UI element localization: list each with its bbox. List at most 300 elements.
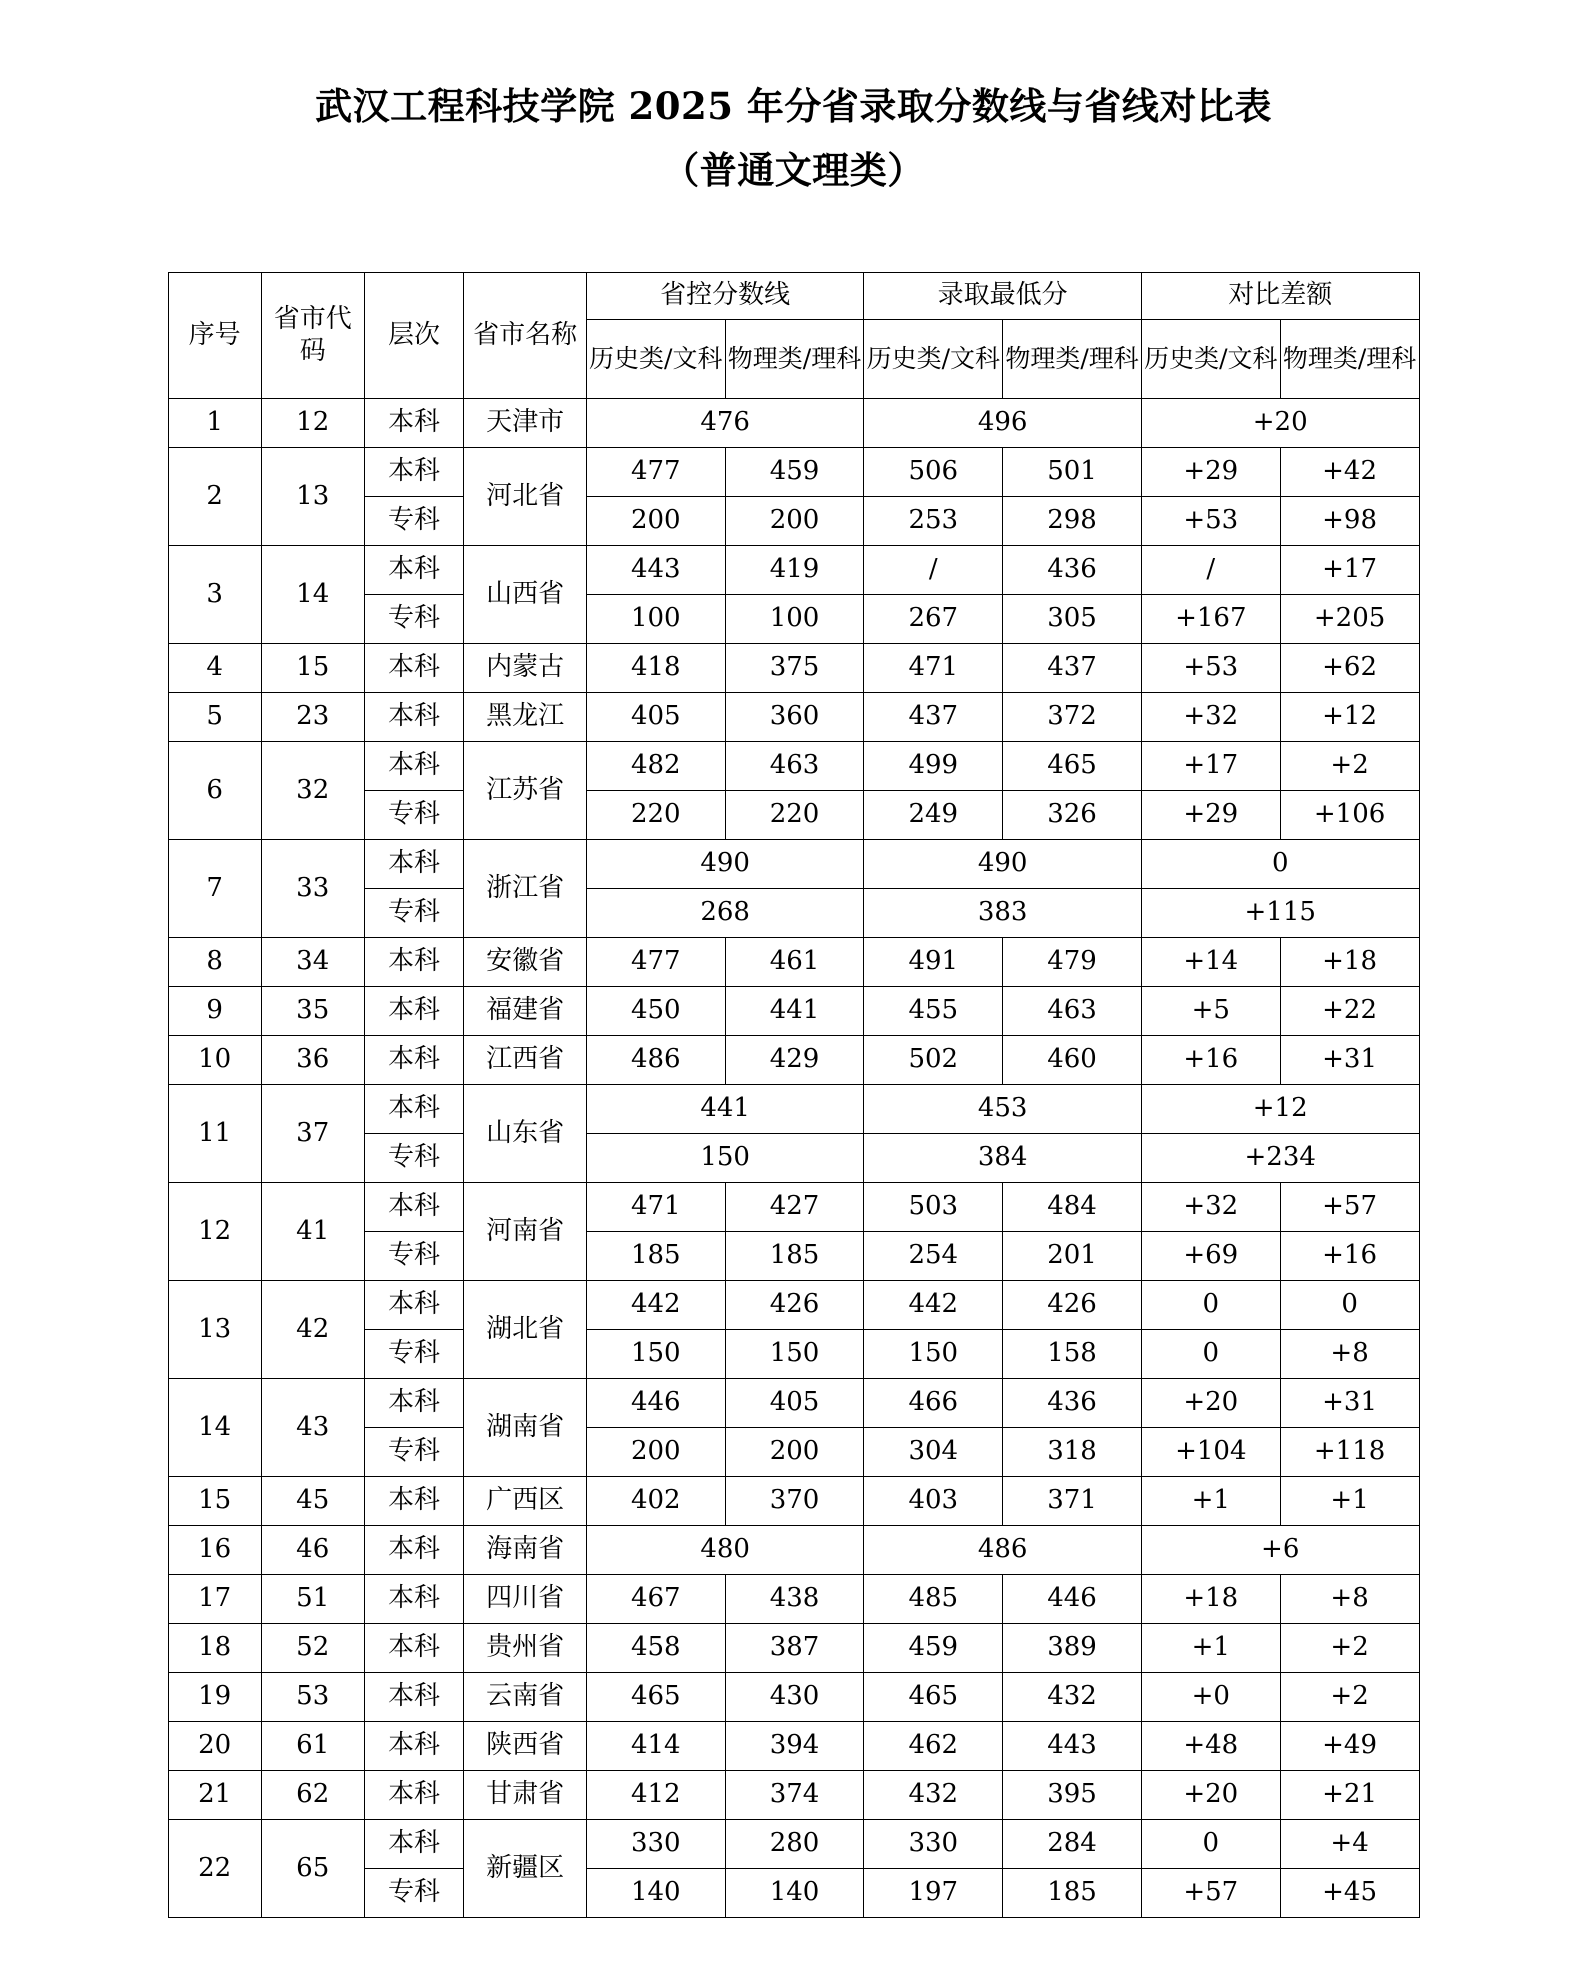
- cell-control-physics: 394: [725, 1722, 864, 1771]
- cell-difference-physics: +2: [1280, 1673, 1419, 1722]
- cell-difference-history: +48: [1141, 1722, 1280, 1771]
- table-row: [168, 987, 1419, 1036]
- column-header-code: 省市代码: [261, 273, 364, 399]
- cell-admit-history: 254: [864, 1232, 1003, 1281]
- column-header-diff-history: 历史类/文科: [1141, 320, 1280, 399]
- column-header-name: 省市名称: [464, 273, 586, 399]
- cell-admit-history: 330: [864, 1820, 1003, 1869]
- cell-level: 本科: [364, 448, 464, 497]
- cell-control-physics: 427: [725, 1183, 864, 1232]
- cell-control-history: 330: [586, 1820, 725, 1869]
- table-header-row-top: [168, 273, 1419, 320]
- cell-admit-physics: 465: [1003, 742, 1142, 791]
- cell-index: 10: [168, 1036, 261, 1085]
- cell-control-physics: 360: [725, 693, 864, 742]
- cell-admit-physics: 437: [1003, 644, 1142, 693]
- cell-control-physics: 220: [725, 791, 864, 840]
- cell-level: 本科: [364, 1036, 464, 1085]
- cell-difference-history: +32: [1141, 693, 1280, 742]
- cell-control-history: 486: [586, 1036, 725, 1085]
- cell-province-code: 23: [261, 693, 364, 742]
- cell-difference-history: +16: [1141, 1036, 1280, 1085]
- column-group-control-line: 省控分数线: [586, 273, 864, 320]
- cell-admit-physics: 432: [1003, 1673, 1142, 1722]
- table-row: [168, 1673, 1419, 1722]
- table-row: [168, 840, 1419, 889]
- cell-admit-history: 249: [864, 791, 1003, 840]
- cell-control-physics: 370: [725, 1477, 864, 1526]
- cell-control-history: 402: [586, 1477, 725, 1526]
- cell-control-physics: 461: [725, 938, 864, 987]
- cell-control-history: 200: [586, 497, 725, 546]
- cell-level: 本科: [364, 1085, 464, 1134]
- cell-control-history: 405: [586, 693, 725, 742]
- cell-level: 专科: [364, 1330, 464, 1379]
- cell-difference-physics: +22: [1280, 987, 1419, 1036]
- cell-admit-physics: 463: [1003, 987, 1142, 1036]
- cell-difference-physics: +16: [1280, 1232, 1419, 1281]
- cell-control-physics: 387: [725, 1624, 864, 1673]
- cell-control-history: 458: [586, 1624, 725, 1673]
- cell-control-physics: 419: [725, 546, 864, 595]
- cell-difference-history: /: [1141, 546, 1280, 595]
- cell-index: 12: [168, 1183, 261, 1281]
- cell-province-name: 江西省: [464, 1036, 586, 1085]
- cell-province-code: 42: [261, 1281, 364, 1379]
- cell-level: 本科: [364, 546, 464, 595]
- table-row: [168, 546, 1419, 595]
- table-row: [168, 399, 1419, 448]
- cell-province-code: 13: [261, 448, 364, 546]
- cell-admit-physics: 185: [1003, 1869, 1142, 1918]
- cell-index: 18: [168, 1624, 261, 1673]
- cell-admit-history: 197: [864, 1869, 1003, 1918]
- cell-index: 8: [168, 938, 261, 987]
- cell-province-name: 四川省: [464, 1575, 586, 1624]
- cell-difference-physics: +106: [1280, 791, 1419, 840]
- cell-index: 17: [168, 1575, 261, 1624]
- cell-difference-physics: +45: [1280, 1869, 1419, 1918]
- cell-difference-history: 0: [1141, 1281, 1280, 1330]
- cell-province-code: 53: [261, 1673, 364, 1722]
- cell-province-code: 36: [261, 1036, 364, 1085]
- cell-admit-min-merged: 490: [864, 840, 1142, 889]
- cell-difference-history: +69: [1141, 1232, 1280, 1281]
- cell-admit-history: 466: [864, 1379, 1003, 1428]
- cell-admit-history: 471: [864, 644, 1003, 693]
- cell-level: 本科: [364, 1281, 464, 1330]
- cell-province-name: 山东省: [464, 1085, 586, 1183]
- cell-control-physics: 429: [725, 1036, 864, 1085]
- cell-admit-physics: 326: [1003, 791, 1142, 840]
- cell-admit-physics: 371: [1003, 1477, 1142, 1526]
- table-row: [168, 1526, 1419, 1575]
- cell-admit-physics: 201: [1003, 1232, 1142, 1281]
- cell-level: 专科: [364, 1134, 464, 1183]
- cell-control-history: 442: [586, 1281, 725, 1330]
- cell-control-physics: 375: [725, 644, 864, 693]
- cell-control-history: 477: [586, 938, 725, 987]
- cell-admit-physics: 460: [1003, 1036, 1142, 1085]
- cell-index: 9: [168, 987, 261, 1036]
- cell-control-history: 150: [586, 1330, 725, 1379]
- table-row: [168, 1477, 1419, 1526]
- cell-level: 本科: [364, 644, 464, 693]
- cell-index: 13: [168, 1281, 261, 1379]
- cell-level: 本科: [364, 840, 464, 889]
- cell-control-physics: 100: [725, 595, 864, 644]
- table-row: [168, 1771, 1419, 1820]
- cell-difference-history: +14: [1141, 938, 1280, 987]
- cell-difference-physics: +8: [1280, 1575, 1419, 1624]
- cell-province-name: 湖北省: [464, 1281, 586, 1379]
- cell-level: 本科: [364, 938, 464, 987]
- cell-difference-physics: +21: [1280, 1771, 1419, 1820]
- cell-admit-history: 506: [864, 448, 1003, 497]
- cell-admit-history: 432: [864, 1771, 1003, 1820]
- cell-index: 2: [168, 448, 261, 546]
- cell-admit-physics: 484: [1003, 1183, 1142, 1232]
- cell-admit-min-merged: 486: [864, 1526, 1142, 1575]
- cell-province-code: 33: [261, 840, 364, 938]
- cell-admit-history: 503: [864, 1183, 1003, 1232]
- cell-difference-history: 0: [1141, 1820, 1280, 1869]
- cell-difference-physics: +1: [1280, 1477, 1419, 1526]
- cell-index: 11: [168, 1085, 261, 1183]
- column-header-admit-physics: 物理类/理科: [1003, 320, 1142, 399]
- cell-control-history: 220: [586, 791, 725, 840]
- cell-admit-history: 267: [864, 595, 1003, 644]
- cell-control-history: 450: [586, 987, 725, 1036]
- cell-province-code: 35: [261, 987, 364, 1036]
- cell-admit-history: 462: [864, 1722, 1003, 1771]
- cell-level: 本科: [364, 1722, 464, 1771]
- table-row: [168, 1085, 1419, 1134]
- cell-admit-min-merged: 496: [864, 399, 1142, 448]
- cell-control-physics: 405: [725, 1379, 864, 1428]
- cell-index: 5: [168, 693, 261, 742]
- cell-control-line-merged: 490: [586, 840, 864, 889]
- cell-province-name: 黑龙江: [464, 693, 586, 742]
- cell-control-history: 443: [586, 546, 725, 595]
- cell-province-code: 61: [261, 1722, 364, 1771]
- cell-admit-physics: 436: [1003, 546, 1142, 595]
- cell-province-code: 46: [261, 1526, 364, 1575]
- cell-level: 本科: [364, 1673, 464, 1722]
- cell-difference-history: +5: [1141, 987, 1280, 1036]
- cell-admit-history: 491: [864, 938, 1003, 987]
- cell-province-code: 15: [261, 644, 364, 693]
- cell-control-physics: 200: [725, 1428, 864, 1477]
- cell-control-history: 467: [586, 1575, 725, 1624]
- cell-admit-physics: 305: [1003, 595, 1142, 644]
- cell-difference-history: +17: [1141, 742, 1280, 791]
- cell-province-name: 贵州省: [464, 1624, 586, 1673]
- table-row: [168, 742, 1419, 791]
- cell-control-line-merged: 150: [586, 1134, 864, 1183]
- cell-difference-history: +18: [1141, 1575, 1280, 1624]
- cell-admit-history: 502: [864, 1036, 1003, 1085]
- cell-control-line-merged: 476: [586, 399, 864, 448]
- cell-control-history: 482: [586, 742, 725, 791]
- cell-admit-physics: 395: [1003, 1771, 1142, 1820]
- cell-control-physics: 200: [725, 497, 864, 546]
- cell-level: 本科: [364, 1183, 464, 1232]
- cell-control-physics: 426: [725, 1281, 864, 1330]
- cell-level: 专科: [364, 1869, 464, 1918]
- cell-level: 本科: [364, 1379, 464, 1428]
- cell-admit-history: 304: [864, 1428, 1003, 1477]
- column-header-control-physics: 物理类/理科: [725, 320, 864, 399]
- cell-admit-history: 403: [864, 1477, 1003, 1526]
- cell-level: 本科: [364, 987, 464, 1036]
- cell-control-physics: 140: [725, 1869, 864, 1918]
- cell-admit-physics: 298: [1003, 497, 1142, 546]
- cell-province-code: 52: [261, 1624, 364, 1673]
- cell-control-history: 200: [586, 1428, 725, 1477]
- cell-admit-physics: 479: [1003, 938, 1142, 987]
- cell-province-name: 天津市: [464, 399, 586, 448]
- cell-admit-history: 465: [864, 1673, 1003, 1722]
- cell-admit-physics: 501: [1003, 448, 1142, 497]
- cell-control-physics: 430: [725, 1673, 864, 1722]
- cell-level: 本科: [364, 742, 464, 791]
- cell-difference-history: +29: [1141, 791, 1280, 840]
- cell-difference-physics: +4: [1280, 1820, 1419, 1869]
- cell-admit-min-merged: 384: [864, 1134, 1142, 1183]
- cell-control-history: 412: [586, 1771, 725, 1820]
- cell-difference-history: +1: [1141, 1624, 1280, 1673]
- table-row: [168, 1624, 1419, 1673]
- table-row: [168, 1183, 1419, 1232]
- cell-province-name: 安徽省: [464, 938, 586, 987]
- cell-index: 22: [168, 1820, 261, 1918]
- column-header-level: 层次: [364, 273, 464, 399]
- cell-admit-history: 455: [864, 987, 1003, 1036]
- cell-admit-physics: 389: [1003, 1624, 1142, 1673]
- cell-difference-history: +0: [1141, 1673, 1280, 1722]
- cell-level: 本科: [364, 693, 464, 742]
- page-subtitle: （普通文理类）: [662, 148, 925, 192]
- cell-index: 6: [168, 742, 261, 840]
- cell-admit-physics: 443: [1003, 1722, 1142, 1771]
- cell-difference-merged: +234: [1141, 1134, 1419, 1183]
- table-row: [168, 644, 1419, 693]
- cell-province-name: 江苏省: [464, 742, 586, 840]
- cell-level: 专科: [364, 497, 464, 546]
- cell-province-name: 山西省: [464, 546, 586, 644]
- column-group-admit-min: 录取最低分: [864, 273, 1142, 320]
- table-body: [168, 399, 1419, 1918]
- cell-control-line-merged: 441: [586, 1085, 864, 1134]
- column-header-index: 序号: [168, 273, 261, 399]
- cell-difference-physics: 0: [1280, 1281, 1419, 1330]
- table-row: [168, 693, 1419, 742]
- cell-difference-physics: +49: [1280, 1722, 1419, 1771]
- cell-admit-history: 253: [864, 497, 1003, 546]
- cell-difference-history: +57: [1141, 1869, 1280, 1918]
- cell-admit-physics: 446: [1003, 1575, 1142, 1624]
- cell-level: 专科: [364, 889, 464, 938]
- cell-level: 专科: [364, 791, 464, 840]
- cell-difference-history: +1: [1141, 1477, 1280, 1526]
- cell-difference-physics: +18: [1280, 938, 1419, 987]
- cell-index: 20: [168, 1722, 261, 1771]
- cell-index: 16: [168, 1526, 261, 1575]
- cell-admit-min-merged: 383: [864, 889, 1142, 938]
- cell-control-physics: 150: [725, 1330, 864, 1379]
- cell-difference-physics: +205: [1280, 595, 1419, 644]
- cell-difference-physics: +31: [1280, 1036, 1419, 1085]
- cell-level: 本科: [364, 1477, 464, 1526]
- cell-province-code: 14: [261, 546, 364, 644]
- cell-control-physics: 185: [725, 1232, 864, 1281]
- cell-difference-physics: +57: [1280, 1183, 1419, 1232]
- cell-difference-history: +20: [1141, 1771, 1280, 1820]
- cell-admit-history: 485: [864, 1575, 1003, 1624]
- cell-level: 本科: [364, 1771, 464, 1820]
- cell-index: 1: [168, 399, 261, 448]
- cell-index: 3: [168, 546, 261, 644]
- cell-province-code: 32: [261, 742, 364, 840]
- cell-admit-min-merged: 453: [864, 1085, 1142, 1134]
- table-container: [0, 272, 1587, 1918]
- cell-admit-physics: 158: [1003, 1330, 1142, 1379]
- cell-control-history: 465: [586, 1673, 725, 1722]
- cell-difference-physics: +2: [1280, 1624, 1419, 1673]
- cell-province-name: 福建省: [464, 987, 586, 1036]
- cell-admit-history: /: [864, 546, 1003, 595]
- cell-difference-merged: +6: [1141, 1526, 1419, 1575]
- cell-control-physics: 374: [725, 1771, 864, 1820]
- cell-province-name: 海南省: [464, 1526, 586, 1575]
- cell-difference-history: +53: [1141, 497, 1280, 546]
- cell-province-code: 41: [261, 1183, 364, 1281]
- cell-control-physics: 441: [725, 987, 864, 1036]
- cell-difference-physics: +62: [1280, 644, 1419, 693]
- cell-province-code: 45: [261, 1477, 364, 1526]
- cell-difference-history: +53: [1141, 644, 1280, 693]
- cell-level: 专科: [364, 1428, 464, 1477]
- cell-index: 7: [168, 840, 261, 938]
- column-header-control-history: 历史类/文科: [586, 320, 725, 399]
- cell-difference-history: +167: [1141, 595, 1280, 644]
- table-row: [168, 448, 1419, 497]
- cell-difference-physics: +12: [1280, 693, 1419, 742]
- cell-control-line-merged: 268: [586, 889, 864, 938]
- cell-control-history: 140: [586, 1869, 725, 1918]
- cell-level: 本科: [364, 1624, 464, 1673]
- cell-control-physics: 280: [725, 1820, 864, 1869]
- table-row: [168, 1379, 1419, 1428]
- cell-province-name: 河南省: [464, 1183, 586, 1281]
- cell-admit-physics: 436: [1003, 1379, 1142, 1428]
- cell-control-history: 471: [586, 1183, 725, 1232]
- cell-control-physics: 463: [725, 742, 864, 791]
- cell-admit-physics: 372: [1003, 693, 1142, 742]
- cell-admit-history: 459: [864, 1624, 1003, 1673]
- cell-difference-physics: +118: [1280, 1428, 1419, 1477]
- cell-control-physics: 438: [725, 1575, 864, 1624]
- cell-difference-physics: +98: [1280, 497, 1419, 546]
- cell-province-name: 河北省: [464, 448, 586, 546]
- table-row: [168, 1722, 1419, 1771]
- cell-province-name: 广西区: [464, 1477, 586, 1526]
- cell-control-history: 446: [586, 1379, 725, 1428]
- cell-control-line-merged: 480: [586, 1526, 864, 1575]
- cell-index: 15: [168, 1477, 261, 1526]
- score-comparison-table: [168, 272, 1420, 1918]
- cell-difference-history: +104: [1141, 1428, 1280, 1477]
- table-row: [168, 1036, 1419, 1085]
- column-header-diff-physics: 物理类/理科: [1280, 320, 1419, 399]
- cell-level: 本科: [364, 1820, 464, 1869]
- cell-province-code: 37: [261, 1085, 364, 1183]
- column-group-difference: 对比差额: [1141, 273, 1419, 320]
- cell-difference-physics: +8: [1280, 1330, 1419, 1379]
- cell-difference-merged: +12: [1141, 1085, 1419, 1134]
- cell-difference-physics: +31: [1280, 1379, 1419, 1428]
- cell-difference-merged: +115: [1141, 889, 1419, 938]
- cell-index: 14: [168, 1379, 261, 1477]
- cell-difference-merged: 0: [1141, 840, 1419, 889]
- cell-province-code: 34: [261, 938, 364, 987]
- cell-control-history: 100: [586, 595, 725, 644]
- cell-province-name: 内蒙古: [464, 644, 586, 693]
- cell-admit-history: 150: [864, 1330, 1003, 1379]
- cell-difference-history: +29: [1141, 448, 1280, 497]
- cell-province-name: 新疆区: [464, 1820, 586, 1918]
- table-row: [168, 938, 1419, 987]
- cell-province-code: 65: [261, 1820, 364, 1918]
- cell-level: 本科: [364, 1526, 464, 1575]
- cell-level: 本科: [364, 1575, 464, 1624]
- cell-difference-history: 0: [1141, 1330, 1280, 1379]
- cell-level: 本科: [364, 399, 464, 448]
- cell-difference-history: +32: [1141, 1183, 1280, 1232]
- cell-admit-history: 499: [864, 742, 1003, 791]
- table-row: [168, 1820, 1419, 1869]
- cell-index: 4: [168, 644, 261, 693]
- cell-admit-physics: 284: [1003, 1820, 1142, 1869]
- cell-difference-history: +20: [1141, 1379, 1280, 1428]
- page-title: 武汉工程科技学院 2025 年分省录取分数线与省线对比表: [315, 84, 1272, 128]
- cell-admit-history: 437: [864, 693, 1003, 742]
- cell-admit-physics: 426: [1003, 1281, 1142, 1330]
- cell-province-name: 湖南省: [464, 1379, 586, 1477]
- cell-province-code: 43: [261, 1379, 364, 1477]
- table-row: [168, 1575, 1419, 1624]
- table-header: [168, 273, 1419, 399]
- cell-control-history: 414: [586, 1722, 725, 1771]
- cell-province-code: 51: [261, 1575, 364, 1624]
- cell-control-history: 418: [586, 644, 725, 693]
- cell-difference-physics: +17: [1280, 546, 1419, 595]
- cell-admit-history: 442: [864, 1281, 1003, 1330]
- cell-index: 21: [168, 1771, 261, 1820]
- cell-province-name: 陕西省: [464, 1722, 586, 1771]
- column-header-admit-history: 历史类/文科: [864, 320, 1003, 399]
- cell-province-name: 甘肃省: [464, 1771, 586, 1820]
- cell-province-code: 62: [261, 1771, 364, 1820]
- cell-province-code: 12: [261, 399, 364, 448]
- cell-index: 19: [168, 1673, 261, 1722]
- cell-difference-physics: +42: [1280, 448, 1419, 497]
- cell-difference-merged: +20: [1141, 399, 1419, 448]
- cell-control-history: 477: [586, 448, 725, 497]
- title-block: [0, 0, 1587, 202]
- cell-level: 专科: [364, 595, 464, 644]
